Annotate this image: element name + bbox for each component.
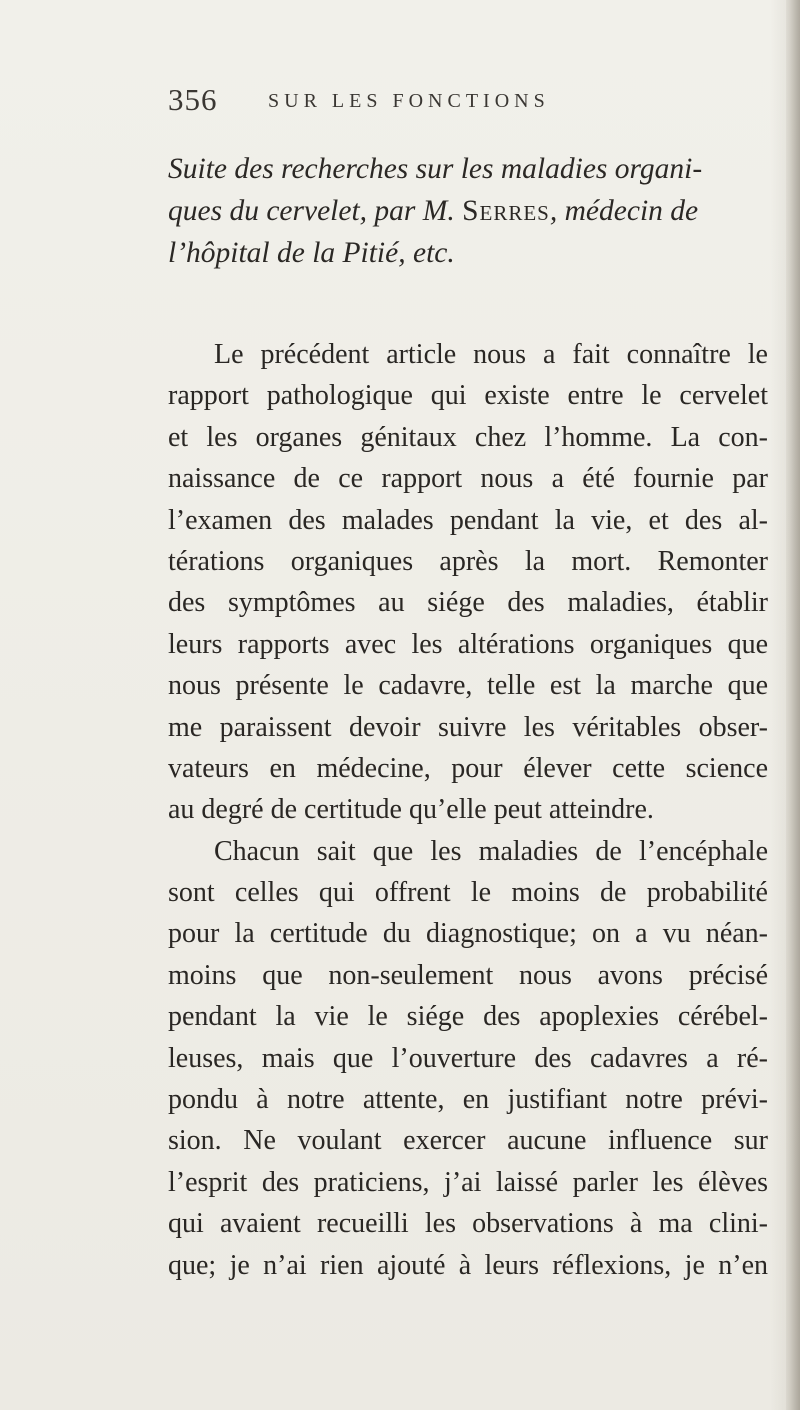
text-line: sont celles qui offrent le moins de probabilité xyxy=(168,877,768,909)
title-line-2a: ques du cervelet, par M. xyxy=(168,195,463,227)
text-line: Chacun sait que les maladies de l’encéphale xyxy=(214,835,768,867)
title-line-3: l’hôpital de la Pitié, etc. xyxy=(168,237,455,269)
page-spine-shadow xyxy=(786,0,800,1410)
text-line: rapport pathologique qui existe entre le cervelet xyxy=(168,380,768,412)
text-line: pendant la vie le siége des apoplexies cérébel- xyxy=(168,1001,768,1033)
title-line-1: Suite des recherches sur les maladies organi- xyxy=(168,153,703,185)
text-line: vateurs en médecine, pour élever cette science xyxy=(168,752,768,784)
text-line: pour la certitude du diagnostique; on a vu néan- xyxy=(168,918,768,950)
text-line: me paraissent devoir suivre les véritables obser- xyxy=(168,711,768,743)
author-name: Serres xyxy=(462,195,550,227)
text-line: qui avaient recueilli les observations à ma clini- xyxy=(168,1208,768,1240)
text-line: sion. Ne voulant exercer aucune influence sur xyxy=(168,1125,768,1157)
text-line: que; je n’ai rien ajouté à leurs réflexions, je n’en xyxy=(168,1249,768,1281)
text-line: l’examen des malades pendant la vie, et des al- xyxy=(168,504,768,536)
title-line-2b: , médecin de xyxy=(549,195,699,227)
text-line: au degré de certitude qu’elle peut atteindre. xyxy=(168,794,654,826)
text-line: térations organiques après la mort. Remonter xyxy=(168,545,768,577)
text-line: des symptômes au siége des maladies, établir xyxy=(168,587,768,619)
article-title xyxy=(168,148,768,274)
body-text xyxy=(168,334,768,1286)
text-line: pondu à notre attente, en justifiant notre prévi- xyxy=(168,1084,768,1116)
text-line: leuses, mais que l’ouverture des cadavres a ré- xyxy=(168,1042,768,1074)
text-line: et les organes génitaux chez l’homme. La con- xyxy=(168,421,768,453)
running-head-title: SUR LES FONCTIONS xyxy=(268,90,550,112)
text-line: leurs rapports avec les altérations organiques que xyxy=(168,628,768,660)
page-number: 356 xyxy=(168,82,218,117)
running-head xyxy=(168,82,728,118)
text-line: l’esprit des praticiens, j’ai laissé parler les élèves xyxy=(168,1166,768,1198)
text-line: naissance de ce rapport nous a été fournie par xyxy=(168,463,768,495)
text-line: nous présente le cadavre, telle est la marche que xyxy=(168,670,768,702)
text-line: Le précédent article nous a fait connaître le xyxy=(214,339,768,370)
text-line: moins que non-seulement nous avons précisé xyxy=(168,959,768,991)
